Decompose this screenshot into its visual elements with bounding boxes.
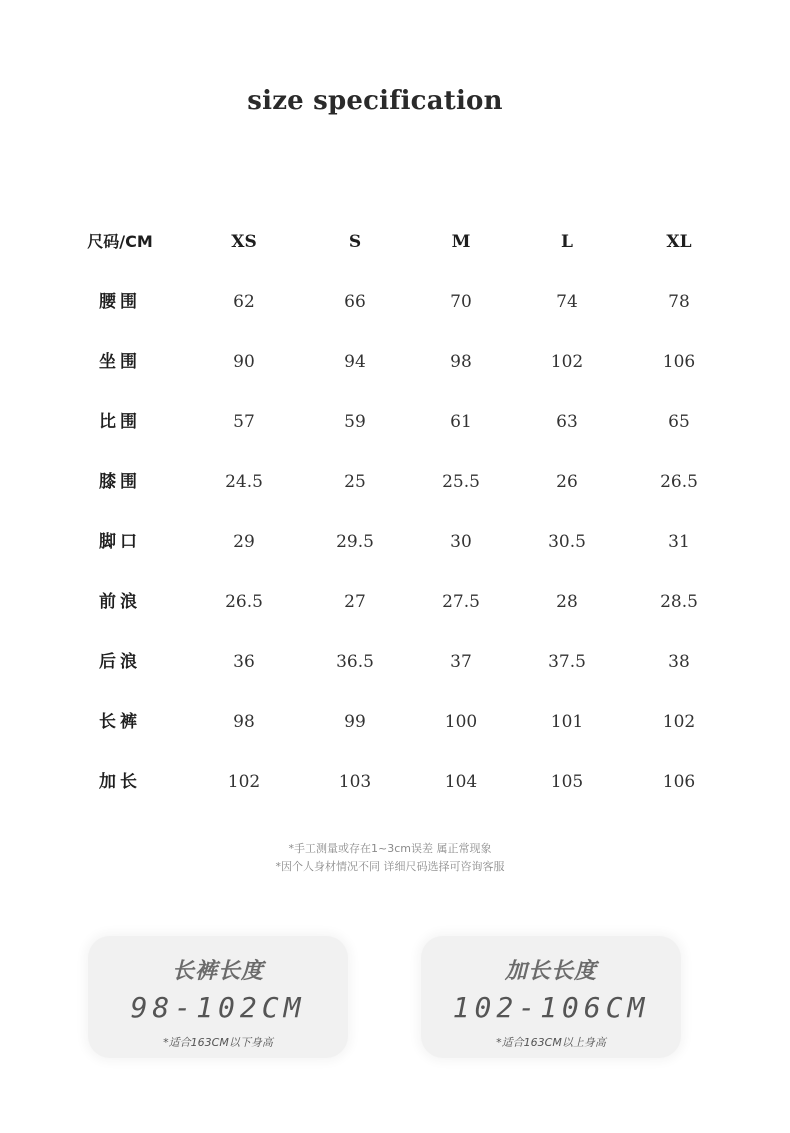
table-row bbox=[0, 272, 790, 332]
table-cell: 25.5 bbox=[442, 472, 480, 492]
table-cell: 59 bbox=[344, 412, 366, 432]
size-table bbox=[0, 212, 790, 812]
table-cell: 74 bbox=[556, 292, 578, 312]
table-row bbox=[0, 332, 790, 392]
note-line: *因个人身材情况不同 详细尺码选择可咨询客服 bbox=[275, 860, 505, 873]
row-label: 后浪 bbox=[99, 652, 141, 672]
card-note: *适合163CM以下身高 bbox=[163, 1036, 273, 1049]
length-card-extended bbox=[421, 936, 681, 1058]
table-cell: 62 bbox=[233, 292, 255, 312]
table-row bbox=[0, 452, 790, 512]
table-cell: 37.5 bbox=[548, 652, 586, 672]
table-cell: 36.5 bbox=[336, 652, 374, 672]
table-cell: 28.5 bbox=[660, 592, 698, 612]
table-cell: 63 bbox=[556, 412, 578, 432]
header-size-xl: XL bbox=[666, 232, 692, 252]
table-cell: 26.5 bbox=[225, 592, 263, 612]
table-cell: 29.5 bbox=[336, 532, 374, 552]
table-cell: 27.5 bbox=[442, 592, 480, 612]
row-label: 前浪 bbox=[99, 592, 141, 612]
table-row bbox=[0, 752, 790, 812]
table-cell: 78 bbox=[668, 292, 690, 312]
table-cell: 99 bbox=[344, 712, 366, 732]
table-cell: 65 bbox=[668, 412, 690, 432]
header-size-s: S bbox=[348, 232, 362, 252]
table-cell: 106 bbox=[662, 352, 696, 372]
header-size-m: M bbox=[451, 232, 471, 252]
length-card-regular bbox=[88, 936, 348, 1058]
table-cell: 57 bbox=[233, 412, 255, 432]
table-cell: 24.5 bbox=[225, 472, 263, 492]
table-cell: 102 bbox=[227, 772, 261, 792]
table-cell: 102 bbox=[550, 352, 584, 372]
table-cell: 61 bbox=[450, 412, 472, 432]
card-title: 长裤长度 bbox=[171, 959, 264, 984]
table-cell: 25 bbox=[344, 472, 366, 492]
card-note: *适合163CM以上身高 bbox=[496, 1036, 606, 1049]
table-cell: 29 bbox=[233, 532, 255, 552]
table-row bbox=[0, 392, 790, 452]
table-cell: 90 bbox=[233, 352, 255, 372]
table-cell: 26.5 bbox=[660, 472, 698, 492]
table-cell: 70 bbox=[450, 292, 472, 312]
table-cell: 30 bbox=[450, 532, 472, 552]
table-row bbox=[0, 632, 790, 692]
table-cell: 31 bbox=[668, 532, 690, 552]
table-cell: 106 bbox=[662, 772, 696, 792]
table-cell: 101 bbox=[550, 712, 584, 732]
table-cell: 36 bbox=[233, 652, 255, 672]
table-cell: 26 bbox=[556, 472, 578, 492]
row-label: 长裤 bbox=[99, 712, 141, 732]
table-cell: 30.5 bbox=[548, 532, 586, 552]
page-title: size specification bbox=[247, 86, 503, 116]
row-label: 脚口 bbox=[99, 532, 141, 552]
row-label: 比围 bbox=[99, 412, 141, 432]
table-header-row bbox=[0, 212, 790, 272]
table-cell: 66 bbox=[344, 292, 366, 312]
row-label: 加长 bbox=[99, 772, 141, 792]
header-size-xs: XS bbox=[231, 232, 257, 252]
table-row bbox=[0, 572, 790, 632]
card-range: 98-102CM bbox=[130, 991, 306, 1024]
row-label: 膝围 bbox=[99, 472, 141, 492]
row-label: 坐围 bbox=[99, 352, 141, 372]
header-size-l: L bbox=[561, 232, 573, 252]
measurement-notes bbox=[0, 840, 780, 876]
table-cell: 27 bbox=[344, 592, 366, 612]
table-cell: 37 bbox=[450, 652, 472, 672]
table-cell: 38 bbox=[668, 652, 690, 672]
table-row bbox=[0, 512, 790, 572]
table-cell: 98 bbox=[233, 712, 255, 732]
table-row bbox=[0, 692, 790, 752]
table-cell: 28 bbox=[556, 592, 578, 612]
row-label: 腰围 bbox=[99, 292, 141, 312]
table-cell: 103 bbox=[338, 772, 372, 792]
table-cell: 100 bbox=[444, 712, 478, 732]
table-cell: 98 bbox=[450, 352, 472, 372]
header-size-label: 尺码/CM bbox=[87, 232, 153, 251]
table-cell: 105 bbox=[550, 772, 584, 792]
note-line: *手工测量或存在1~3cm误差 属正常现象 bbox=[288, 842, 492, 855]
table-cell: 102 bbox=[662, 712, 696, 732]
card-range: 102-106CM bbox=[452, 991, 650, 1024]
table-cell: 94 bbox=[344, 352, 366, 372]
table-cell: 104 bbox=[444, 772, 478, 792]
card-title: 加长长度 bbox=[504, 959, 597, 984]
